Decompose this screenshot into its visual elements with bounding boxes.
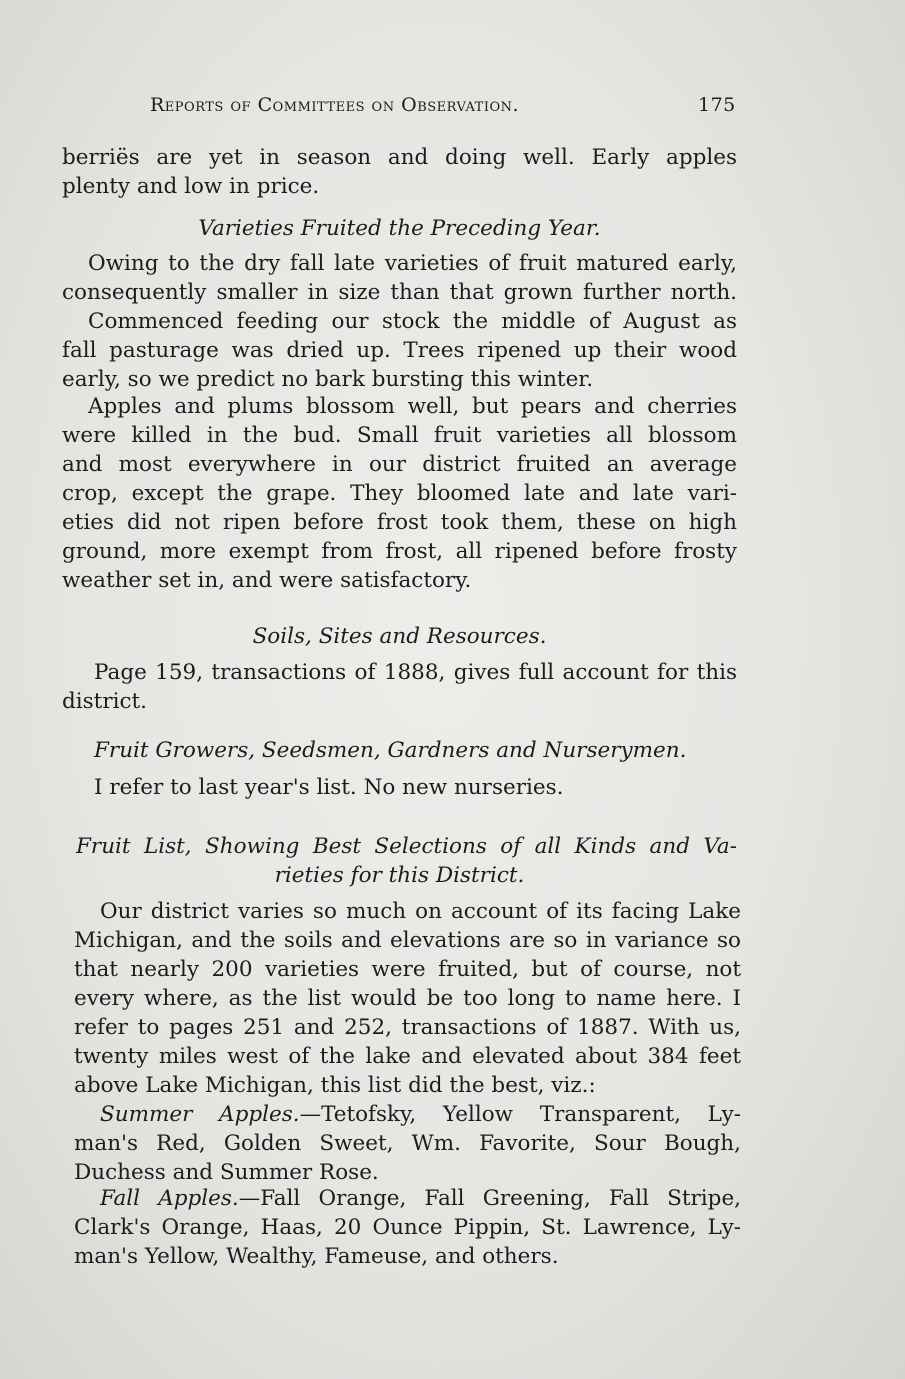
text-line: twenty miles west of the lake and elevated about 384 feet (74, 1044, 741, 1069)
paragraph-growers (62, 773, 737, 802)
text-line: man's Yellow, Wealthy, Fameuse, and others. (74, 1244, 559, 1269)
paragraph-varieties-2 (62, 307, 737, 394)
text-line: were killed in the bud. Small fruit varieties all blossom (62, 423, 737, 448)
text-line: Page 159, transactions of 1888, gives full account for this (94, 660, 737, 685)
section-heading-fruit-list: Fruit List, Showing Best Selections of all Kinds and Va- rieties for this District. (76, 834, 737, 888)
paragraph-fruit-list (74, 897, 741, 1100)
text-line: ground, more exempt from frost, all ripened before frosty (62, 539, 737, 564)
text-line: Our district varies so much on account of its facing Lake (100, 899, 741, 924)
section-heading-varieties: Varieties Fruited the Preceding Year. (198, 216, 601, 241)
paragraph-varieties-1 (62, 249, 737, 307)
text-line: district. (62, 689, 147, 714)
continuation-paragraph (62, 143, 737, 201)
text-line: eties did not ripen before frost took them, these on high (62, 510, 737, 535)
text-line: consequently smaller in size than that grown further north. (62, 280, 737, 305)
paragraph-summer-apples (74, 1100, 741, 1187)
text-line: weather set in, and were satisfactory. (62, 568, 472, 593)
text-line: Summer Apples.—Tetofsky, Yellow Transparent, Ly- (100, 1102, 741, 1127)
paragraph-fall-apples (74, 1184, 741, 1271)
section-heading-growers: Fruit Growers, Seedsmen, Gardners and Nurserymen. (94, 738, 687, 763)
text-line: and most everywhere in our district fruited an average (62, 452, 737, 477)
text-line: Clark's Orange, Haas, 20 Ounce Pippin, St. Lawrence, Ly- (74, 1215, 741, 1240)
text-line: Fall Apples.—Fall Orange, Fall Greening, Fall Stripe, (100, 1186, 741, 1211)
text-line: crop, except the grape. They bloomed late and late vari- (62, 481, 737, 506)
text-line: above Lake Michigan, this list did the best, viz.: (74, 1073, 596, 1098)
running-header-title: Reports of Committees on Observation. (150, 94, 520, 116)
text-line: that nearly 200 varieties were fruited, but of course, not (74, 957, 741, 982)
text-line: I refer to last year's list. No new nurseries. (94, 775, 564, 800)
page-number: 175 (698, 94, 736, 116)
text-line: berriës are yet in season and doing well. Early apples (62, 145, 737, 170)
text-line: plenty and low in price. (62, 174, 320, 199)
text-line: fall pasturage was dried up. Trees ripened up their wood (62, 338, 737, 363)
text-line: early, so we predict no bark bursting this winter. (62, 367, 594, 392)
fall-apples-label: Fall Apples. (100, 1186, 239, 1211)
paragraph-soils (62, 658, 737, 716)
text-line: Michigan, and the soils and elevations are so in variance so (74, 928, 741, 953)
text-line: Owing to the dry fall late varieties of fruit matured early, (88, 251, 737, 276)
text-line: Commenced feeding our stock the middle of August as (88, 309, 737, 334)
section-heading-soils: Soils, Sites and Resources. (252, 624, 547, 649)
paragraph-varieties-3 (62, 392, 737, 595)
text-line: Apples and plums blossom well, but pears and cherries (88, 394, 737, 419)
summer-apples-label: Summer Apples. (100, 1102, 300, 1127)
text-line: Duchess and Summer Rose. (74, 1160, 379, 1185)
text-line: man's Red, Golden Sweet, Wm. Favorite, Sour Bough, (74, 1131, 741, 1156)
text-line: every where, as the list would be too long to name here. I (74, 986, 741, 1011)
text-line: refer to pages 251 and 252, transactions of 1887. With us, (74, 1015, 741, 1040)
